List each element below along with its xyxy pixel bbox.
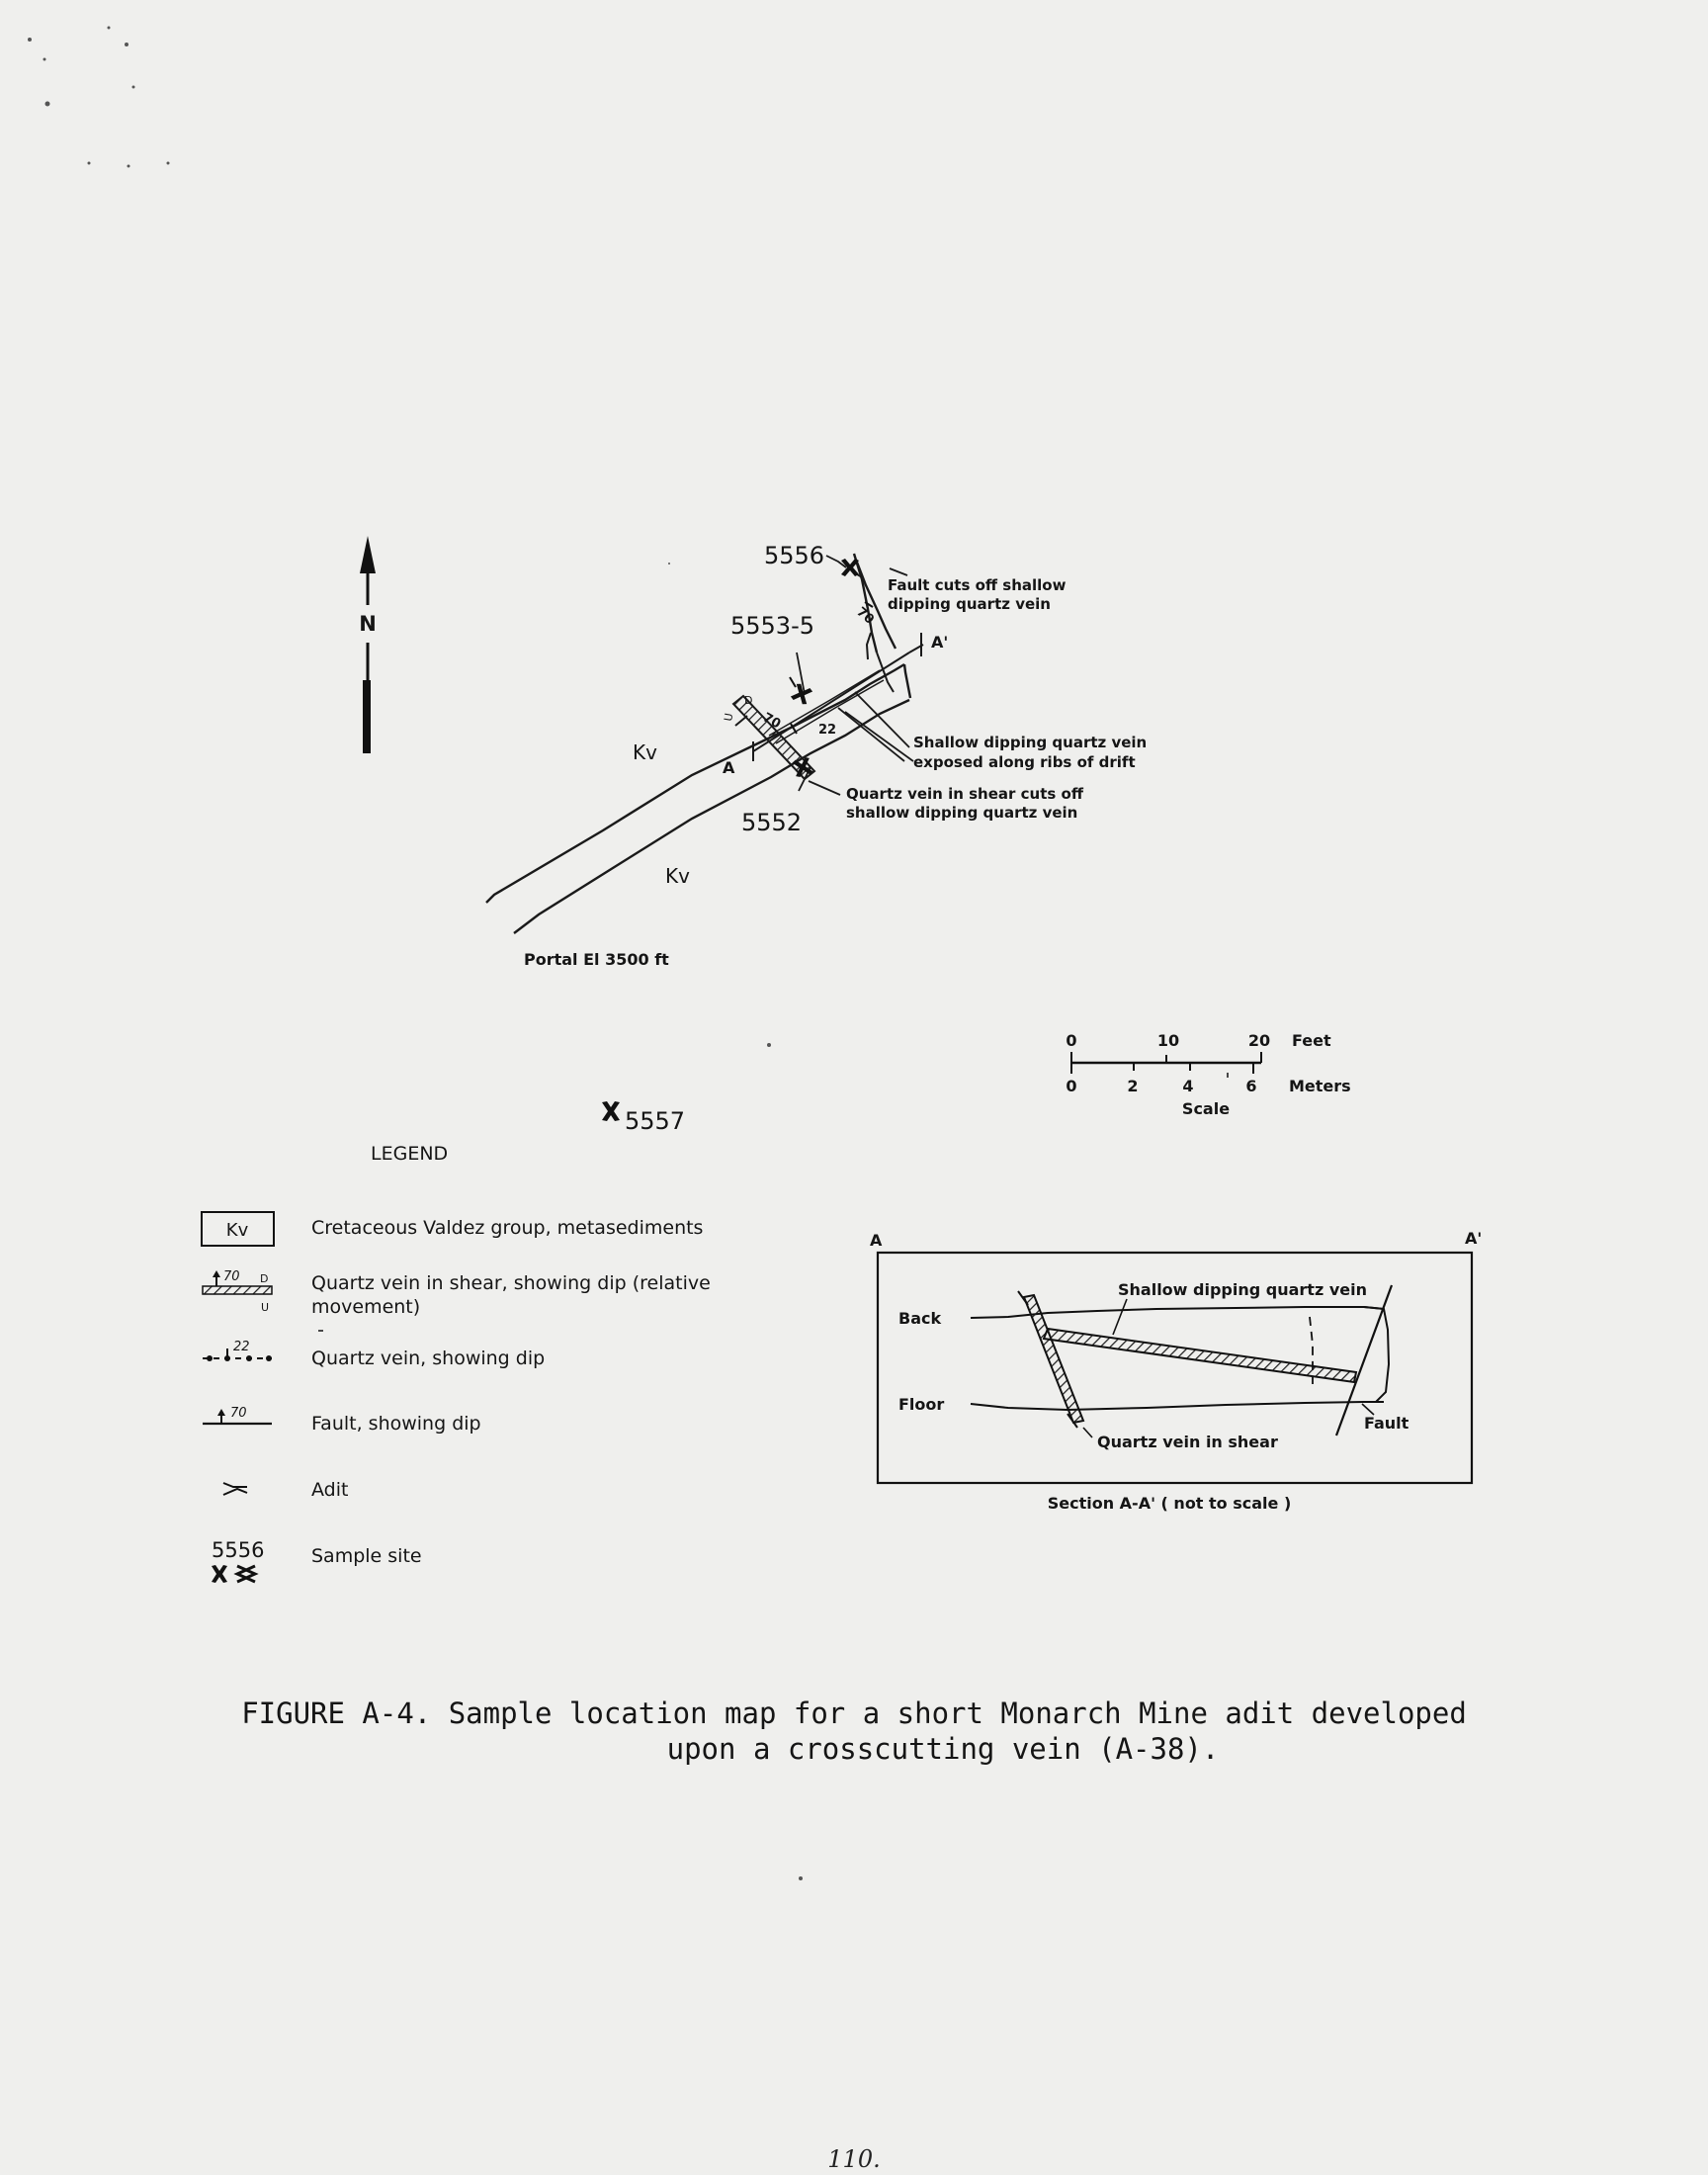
legend-kv-box-label: Kv	[225, 1220, 249, 1241]
legend-shear-text-1: Quartz vein in shear, showing dip (relative	[311, 1272, 711, 1294]
sample-5553-icon	[790, 682, 813, 706]
legend-vein-text: Quartz vein, showing dip	[311, 1348, 546, 1369]
sample-5556-icon	[841, 559, 859, 576]
note-shallow-1: Shallow dipping quartz vein	[913, 734, 1148, 751]
page-number: 110.	[827, 2145, 881, 2173]
scale-meter-4: 4	[1182, 1077, 1194, 1095]
legend	[202, 1143, 711, 1583]
adit-jog	[867, 633, 871, 659]
note-fault-1: Fault cuts off shallow	[888, 576, 1067, 594]
kv-label-lower: Kv	[665, 864, 690, 888]
section-face	[1364, 1307, 1389, 1402]
scale-feet-10: 10	[1156, 1031, 1180, 1050]
legend-adit-text: Adit	[311, 1479, 349, 1501]
scale-meter-unit: Meters	[1289, 1077, 1351, 1095]
note-shear-1: Quartz vein in shear cuts off	[846, 785, 1083, 803]
legend-shear-text-2: movement)	[311, 1296, 421, 1318]
scale-bar	[1066, 1031, 1350, 1118]
movement-u-label: U	[722, 712, 736, 723]
legend-kv-text: Cretaceous Valdez group, metasediments	[311, 1217, 704, 1239]
scan-specks	[28, 27, 803, 1881]
sample-label-5552: 5552	[741, 809, 803, 836]
scale-feet-20: 20	[1247, 1031, 1271, 1050]
map-labels	[524, 542, 1147, 1135]
legend-title: LEGEND	[371, 1143, 449, 1165]
sample-label-5553: 5553-5	[730, 612, 815, 640]
sample-5557-icon	[602, 1101, 620, 1121]
legend-fault-text: Fault, showing dip	[311, 1413, 481, 1435]
scale-meter-0: 0	[1066, 1077, 1077, 1095]
legend-fault-symbol	[203, 1406, 272, 1424]
section-a: A	[870, 1231, 883, 1250]
adit-map	[486, 554, 910, 933]
scale-feet-0: 0	[1066, 1031, 1077, 1050]
note-shear-2: shallow dipping quartz vein	[846, 804, 1078, 822]
section-floor-label: Floor	[898, 1395, 945, 1414]
section-a-prime-label: A'	[931, 633, 949, 652]
section-a-label: A	[723, 758, 735, 777]
legend-sample-number: 5556	[212, 1538, 265, 1562]
north-label: N	[359, 612, 377, 636]
legend-adit-icon	[223, 1483, 247, 1495]
section-shallow-label: Shallow dipping quartz vein	[1118, 1280, 1367, 1299]
kv-label-upper: Kv	[633, 740, 657, 764]
scale-title: Scale	[1181, 1099, 1231, 1118]
dip-vein-label: 22	[818, 723, 837, 738]
section-fault-label: Fault	[1364, 1414, 1409, 1433]
sample-marks	[602, 559, 859, 1121]
movement-d-label: D	[744, 694, 753, 707]
legend-fault-dip: 70	[230, 1406, 247, 1421]
section-diagram	[870, 1229, 1482, 1513]
north-arrow-head-icon	[360, 536, 376, 573]
sample-label-5556: 5556	[764, 542, 825, 569]
legend-shear-symbol	[203, 1269, 272, 1314]
legend-sample-text: Sample site	[311, 1545, 422, 1567]
legend-shear-u: U	[261, 1301, 270, 1314]
dip-shear-label: 70	[760, 710, 784, 733]
dip-fault-label: 70	[853, 604, 877, 628]
adit-end-wall	[904, 664, 910, 698]
legend-vein-symbol	[203, 1340, 272, 1361]
figure-caption-line-2: upon a crosscutting vein (A-38).	[666, 1732, 1220, 1766]
section-shear-vein	[1024, 1295, 1083, 1423]
section-caption: Section A-A' ( not to scale )	[1047, 1494, 1292, 1513]
scale-meter-6: 6	[1245, 1077, 1257, 1095]
legend-shear-d: D	[260, 1272, 269, 1285]
north-arrow	[359, 536, 377, 753]
legend-shear-dip: 70	[223, 1269, 240, 1284]
sample-label-5557: 5557	[625, 1107, 686, 1135]
adit-wall-upper	[486, 664, 904, 903]
scale-feet-unit: Feet	[1292, 1031, 1331, 1050]
legend-sample-icon	[212, 1565, 255, 1583]
section-shear-label: Quartz vein in shear	[1097, 1433, 1278, 1451]
legend-vein-dip: 22	[233, 1340, 250, 1354]
section-floor-line	[971, 1402, 1384, 1410]
portal-label: Portal El 3500 ft	[524, 950, 669, 969]
scale-meter-2: 2	[1127, 1077, 1139, 1095]
section-shallow-vein	[1044, 1329, 1356, 1382]
note-fault-2: dipping quartz vein	[888, 595, 1051, 613]
note-shallow-2: exposed along ribs of drift	[913, 753, 1136, 771]
section-a-prime: A'	[1465, 1229, 1483, 1248]
section-back-label: Back	[898, 1309, 942, 1328]
figure-caption-line-1: FIGURE A-4. Sample location map for a short Monarch Mine adit developed	[241, 1696, 1467, 1730]
